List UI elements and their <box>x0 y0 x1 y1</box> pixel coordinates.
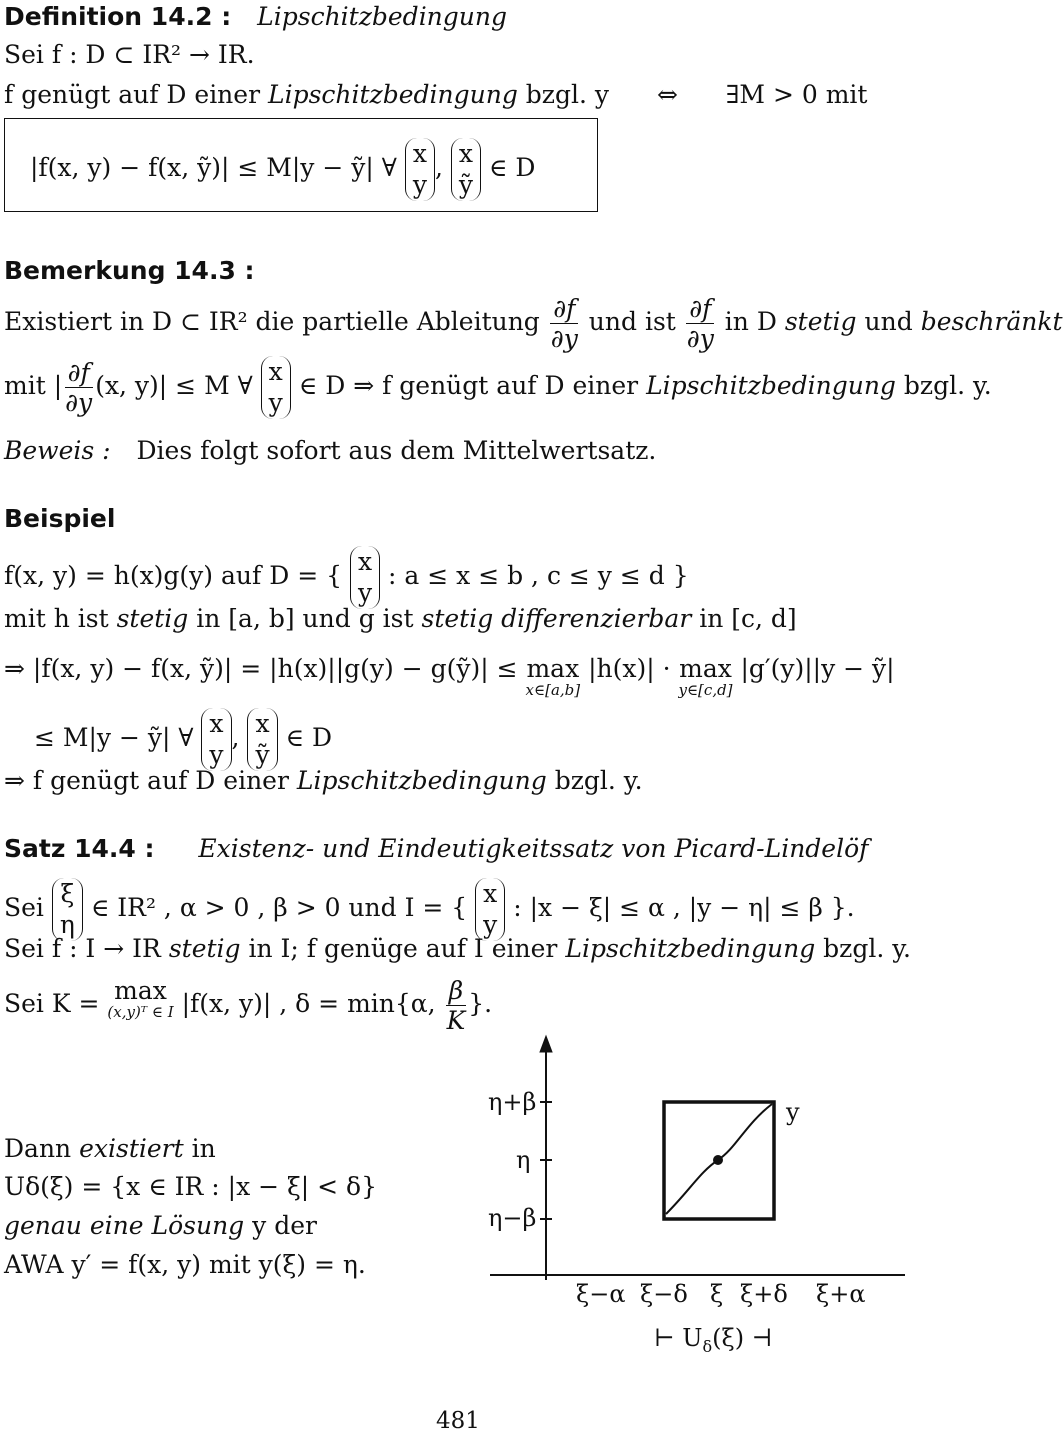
interval-label: ⊢ $U_\delta(\xi)$ ⊣ <box>654 1324 773 1356</box>
vector-x-y: x y <box>475 878 505 941</box>
page-number: 481 <box>436 1408 480 1434</box>
beta-over-k: $\frac{\beta}{K}$ <box>446 976 466 1035</box>
theorem-line-3: Sei K = max (x,y)ᵀ ∈ I |f(x, y)| , δ = min{α, $\frac{\beta}{K}$ }. <box>4 976 493 1035</box>
label-eta-plus-beta: η+β <box>488 1088 537 1116</box>
theorem-line-2: Sei f : I → IR stetig in I; f genüge auf I einer Lipschitzbedingung bzgl. y. <box>4 934 911 963</box>
label-xi-plus-delta: ξ+δ <box>740 1280 788 1308</box>
domain-rectangle <box>664 1102 774 1219</box>
example-line-1: f(x, y) = h(x)g(y) auf D = { x y : a ≤ x ≤ b , c ≤ y ≤ d } <box>4 547 689 608</box>
theorem-line-1: Sei ξ η ∈ IR² , α > 0 , β > 0 und I = { x y : |x − ξ| ≤ α , |y − η| ≤ β }. <box>4 879 855 940</box>
partial-derivative: $\frac{\partial f}{\partial y}$ <box>65 357 93 417</box>
label-curve-y: y <box>786 1098 800 1126</box>
partial-derivative: $\frac{\partial f}{\partial y}$ <box>550 294 578 353</box>
vector-x-y: x y <box>350 546 380 609</box>
definition-title: Lipschitzbedingung <box>257 2 507 31</box>
solution-curve <box>666 1104 772 1214</box>
max-operator: max y∈[c,d] <box>678 654 733 699</box>
proof-line: Beweis : Dies folgt sofort aus dem Mittelwertsatz. <box>4 436 657 465</box>
label-xi-minus-alpha: ξ−α <box>576 1280 626 1308</box>
definition-heading: Definition 14.2 : Lipschitzbedingung <box>4 2 507 31</box>
vector-x-y: x y <box>201 708 231 771</box>
vector-x-y: x y <box>261 356 291 419</box>
vector-x-ytilde: x ỹ <box>247 708 277 771</box>
vector-xi-eta: ξ η <box>52 878 83 941</box>
conclusion-line-2: Uδ(ξ) = {x ∈ IR : |x − ξ| < δ} <box>4 1172 378 1201</box>
example-line-5: ⇒ f genügt auf D einer Lipschitzbedingung bzgl. y. <box>4 766 643 795</box>
remark-line-1: Existiert in D ⊂ IR² die partielle Ableitung $\frac{\partial f}{\partial y}$ und ist $\frac{\partial f}{\partial y}$ in D stetig und beschränkt <box>4 294 1063 353</box>
lipschitz-formula: |f(x, y) − f(x, ỹ)| ≤ M|y − ỹ| ∀ x y , x ỹ ∈ D <box>30 139 536 200</box>
example-heading: Beispiel <box>4 504 116 533</box>
theorem-title: Existenz- und Eindeutigkeitssatz von Picard-Lindelöf <box>198 834 869 863</box>
example-line-2: mit h ist stetig in [a, b] und g ist stetig differenzierbar in [c, d] <box>4 604 797 633</box>
partial-derivative: $\frac{\partial f}{\partial y}$ <box>686 294 714 353</box>
label-eta-minus-beta: η−β <box>488 1204 537 1232</box>
remark-heading: Bemerkung 14.3 : <box>4 256 255 285</box>
remark-line-2: mit | $\frac{\partial f}{\partial y}$ (x, y)| ≤ M ∀ x y ∈ D ⇒ f genügt auf D einer Lipschitzbedingung bzgl. y. <box>4 357 992 418</box>
theorem-heading: Satz 14.4 : Existenz- und Eindeutigkeitssatz von Picard-Lindelöf <box>4 834 869 863</box>
example-line-4: ≤ M|y − ỹ| ∀ x y , x ỹ ∈ D <box>34 709 333 770</box>
example-line-3: ⇒ |f(x, y) − f(x, ỹ)| = |h(x)||g(y) − g(ỹ)| ≤ max x∈[a,b] |h(x)| · max y∈[c,d] |g′(y)||y − ỹ| <box>4 654 895 699</box>
label-xi-minus-delta: ξ−δ <box>640 1280 688 1308</box>
max-operator: max x∈[a,b] <box>525 654 581 699</box>
conclusion-line-1: Dann existiert in <box>4 1134 216 1163</box>
initial-point <box>713 1155 723 1165</box>
max-operator: max (x,y)ᵀ ∈ I <box>107 976 174 1021</box>
label-xi: ξ <box>710 1280 724 1308</box>
definition-line-1: Sei f : D ⊂ IR² → IR. <box>4 40 255 69</box>
vector-x-ytilde: x ỹ <box>451 138 481 201</box>
conclusion-line-3: genau eine Lösung y der <box>4 1211 317 1240</box>
conclusion-line-4: AWA y′ = f(x, y) mit y(ξ) = η. <box>4 1250 366 1279</box>
vector-x-y: x y <box>405 138 435 201</box>
label-xi-plus-alpha: ξ+α <box>816 1280 866 1308</box>
label-eta: η <box>516 1146 531 1174</box>
y-axis-arrowhead <box>540 1036 552 1052</box>
definition-line-2: f genügt auf D einer Lipschitzbedingung bzgl. y ⇔ ∃M > 0 mit <box>4 80 868 109</box>
